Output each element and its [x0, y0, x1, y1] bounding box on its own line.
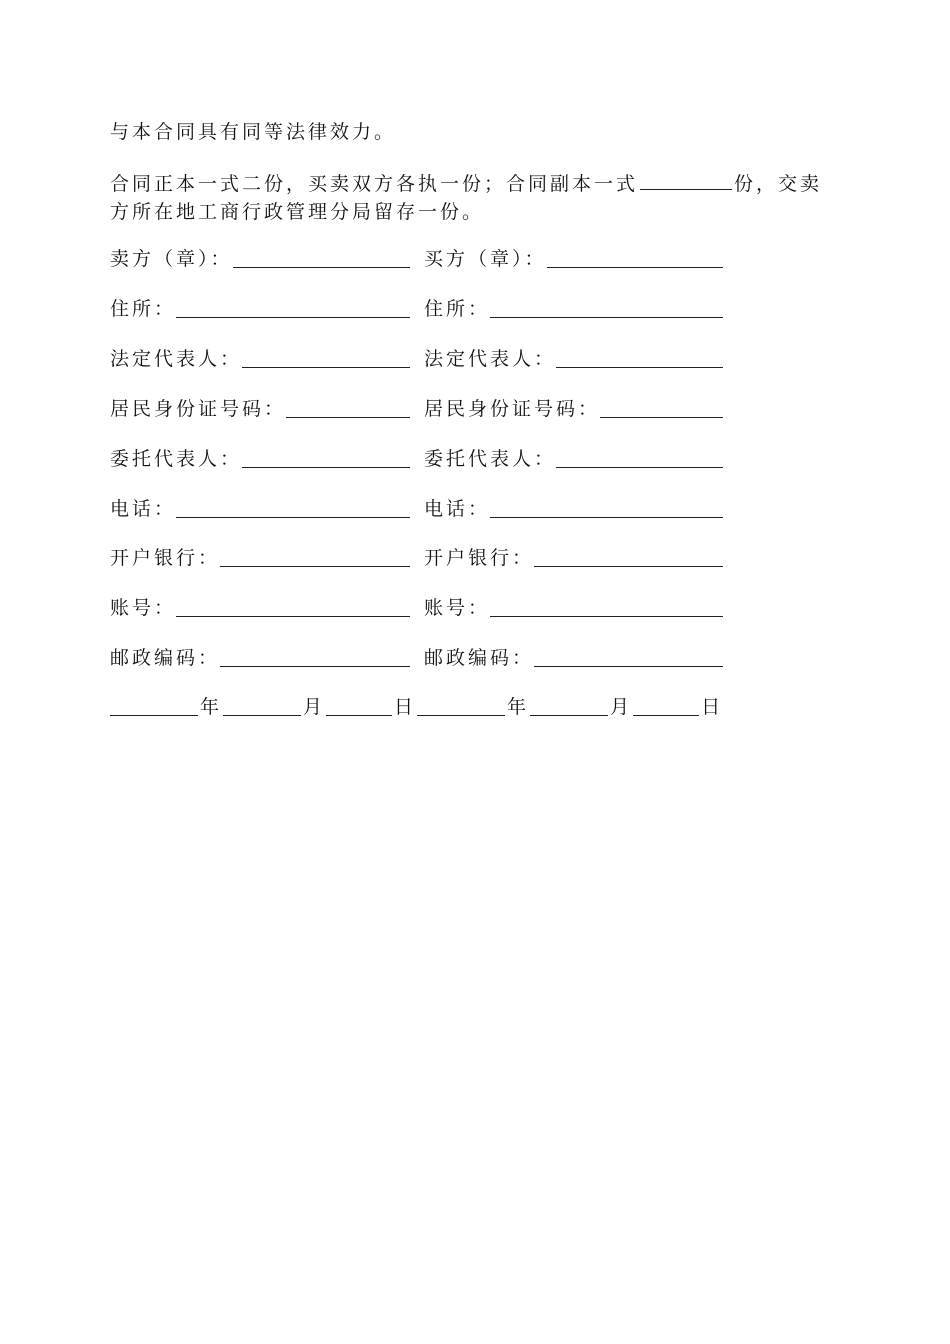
copies-paragraph: [110, 169, 842, 226]
seller-address-field: [110, 292, 410, 322]
buyer-legal-rep-blank[interactable]: [556, 345, 723, 368]
seller-year-blank[interactable]: [110, 693, 198, 716]
buyer-year-blank[interactable]: [417, 693, 505, 716]
copies-count-blank[interactable]: [640, 169, 732, 190]
seller-legal-rep-field: [110, 342, 410, 372]
seller-phone-blank[interactable]: [176, 495, 410, 518]
buyer-postal-blank[interactable]: [534, 644, 723, 667]
seller-day-blank[interactable]: [326, 693, 392, 716]
buyer-day-blank[interactable]: [633, 693, 699, 716]
copies-line-2: 方所在地工商行政管理分局留存一份。: [110, 201, 485, 223]
copies-text-after: 份，交卖: [734, 173, 823, 195]
seller-month-blank[interactable]: [223, 693, 301, 716]
buyer-agent-label: 委托代表人：: [424, 448, 557, 470]
seller-postal-field: [110, 641, 410, 671]
buyer-account-field: [424, 591, 723, 621]
buyer-agent-blank[interactable]: [556, 445, 723, 468]
seller-agent-blank[interactable]: [242, 445, 410, 468]
seller-phone-field: [110, 492, 410, 522]
buyer-month-blank[interactable]: [530, 693, 608, 716]
copies-text-before: 合同正本一式二份，买卖双方各执一份；合同副本一式: [110, 173, 639, 195]
date-row: [110, 690, 724, 720]
buyer-month-unit: 月: [610, 696, 632, 718]
buyer-account-blank[interactable]: [490, 594, 723, 617]
seller-agent-label: 委托代表人：: [110, 448, 243, 470]
seller-account-field: [110, 591, 410, 621]
seller-address-blank[interactable]: [176, 295, 410, 318]
seller-day-unit: 日: [394, 696, 416, 718]
seller-seal-field: [110, 242, 410, 272]
buyer-postal-field: [424, 641, 723, 671]
seller-id-label: 居民身份证号码：: [110, 398, 287, 420]
seller-account-blank[interactable]: [176, 594, 410, 617]
buyer-account-label: 账号：: [424, 597, 491, 619]
seller-seal-blank[interactable]: [233, 245, 410, 268]
validity-text: 与本合同具有同等法律效力。: [110, 121, 397, 143]
buyer-seal-blank[interactable]: [547, 245, 723, 268]
buyer-legal-rep-label: 法定代表人：: [424, 348, 557, 370]
buyer-address-blank[interactable]: [490, 295, 723, 318]
buyer-address-label: 住所：: [424, 298, 491, 320]
copies-line-1: [110, 169, 842, 198]
seller-month-unit: 月: [303, 696, 325, 718]
seller-postal-label: 邮政编码：: [110, 647, 221, 669]
seller-bank-field: [110, 541, 410, 571]
seller-bank-label: 开户银行：: [110, 547, 221, 569]
buyer-bank-blank[interactable]: [534, 544, 723, 567]
buyer-agent-field: [424, 442, 723, 472]
seller-legal-rep-label: 法定代表人：: [110, 348, 243, 370]
buyer-id-blank[interactable]: [600, 395, 723, 418]
buyer-id-label: 居民身份证号码：: [424, 398, 601, 420]
seller-address-label: 住所：: [110, 298, 177, 320]
seller-id-field: [110, 392, 410, 422]
buyer-address-field: [424, 292, 723, 322]
seller-agent-field: [110, 442, 410, 472]
buyer-seal-label: 买方（章）：: [424, 248, 547, 270]
buyer-legal-rep-field: [424, 342, 723, 372]
seller-seal-label: 卖方（章）：: [110, 248, 233, 270]
buyer-day-unit: 日: [701, 696, 723, 718]
buyer-bank-label: 开户银行：: [424, 547, 535, 569]
buyer-seal-field: [424, 242, 723, 272]
validity-paragraph: [110, 118, 842, 146]
seller-bank-blank[interactable]: [220, 544, 410, 567]
buyer-phone-field: [424, 492, 723, 522]
buyer-bank-field: [424, 541, 723, 571]
buyer-phone-blank[interactable]: [490, 495, 723, 518]
seller-phone-label: 电话：: [110, 498, 177, 520]
seller-legal-rep-blank[interactable]: [242, 345, 410, 368]
seller-year-unit: 年: [200, 696, 222, 718]
seller-postal-blank[interactable]: [220, 644, 410, 667]
seller-account-label: 账号：: [110, 597, 177, 619]
buyer-year-unit: 年: [507, 696, 529, 718]
buyer-postal-label: 邮政编码：: [424, 647, 535, 669]
buyer-id-field: [424, 392, 723, 422]
seller-id-blank[interactable]: [286, 395, 410, 418]
buyer-phone-label: 电话：: [424, 498, 491, 520]
